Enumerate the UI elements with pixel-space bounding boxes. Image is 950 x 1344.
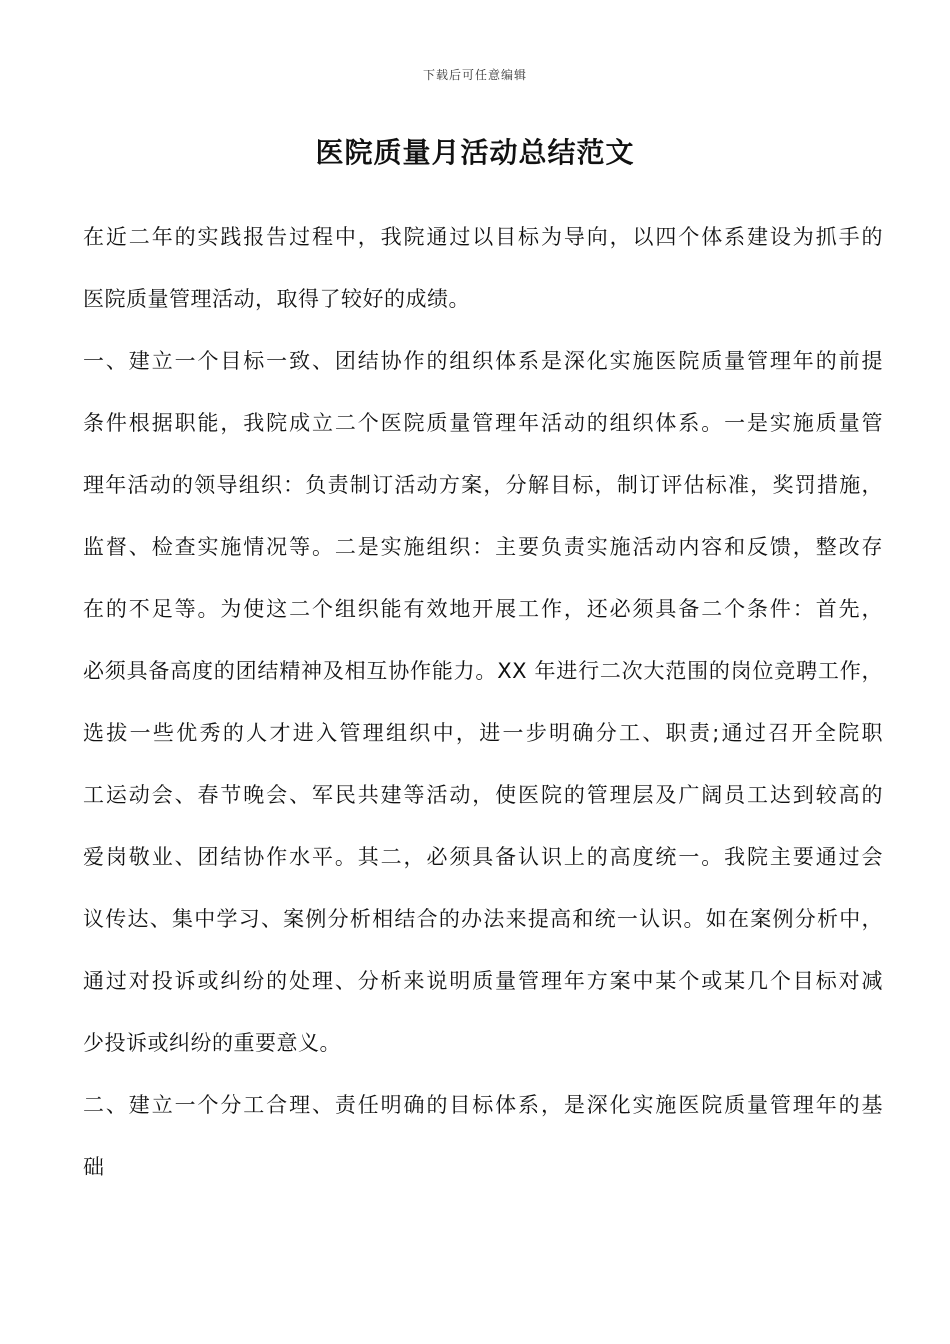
body-line: 必须具备高度的团结精神及相互协作能力。XX 年进行二次大范围的岗位竞聘工作， bbox=[83, 659, 883, 683]
body-line: 条件根据职能，我院成立二个医院质量管理年活动的组织体系。一是实施质量管 bbox=[83, 411, 883, 435]
body-line: 议传达、集中学习、案例分析相结合的办法来提高和统一认识。如在案例分析中， bbox=[83, 907, 883, 931]
body-line: 一、建立一个目标一致、团结协作的组织体系是深化实施医院质量管理年的前提 bbox=[83, 349, 883, 373]
body-line: 通过对投诉或纠纷的处理、分析来说明质量管理年方案中某个或某几个目标对减 bbox=[83, 969, 883, 993]
header-note: 下载后可任意编辑 bbox=[422, 68, 527, 82]
body-line: 选拔一些优秀的人才进入管理组织中，进一步明确分工、职责;通过召开全院职 bbox=[83, 721, 883, 745]
document-body bbox=[83, 206, 883, 1198]
body-line: 监督、检查实施情况等。二是实施组织：主要负责实施活动内容和反馈，整改存 bbox=[83, 535, 883, 559]
body-line: 础 bbox=[83, 1155, 105, 1179]
body-line: 少投诉或纠纷的重要意义。 bbox=[83, 1031, 341, 1055]
body-line: 工运动会、春节晚会、军民共建等活动，使医院的管理层及广阔员工达到较高的 bbox=[83, 783, 883, 807]
body-line: 二、建立一个分工合理、责任明确的目标体系，是深化实施医院质量管理年的基 bbox=[83, 1093, 883, 1117]
document-title: 医院质量月活动总结范文 bbox=[315, 136, 635, 169]
body-line: 在近二年的实践报告过程中，我院通过以目标为导向，以四个体系建设为抓手的 bbox=[83, 225, 883, 249]
body-line: 医院质量管理活动，取得了较好的成绩。 bbox=[83, 287, 470, 311]
body-line: 在的不足等。为使这二个组织能有效地开展工作，还必须具备二个条件：首先， bbox=[83, 597, 883, 621]
body-line: 理年活动的领导组织：负责制订活动方案，分解目标，制订评估标准，奖罚措施， bbox=[83, 473, 883, 497]
body-line: 爱岗敬业、团结协作水平。其二，必须具备认识上的高度统一。我院主要通过会 bbox=[83, 845, 883, 869]
